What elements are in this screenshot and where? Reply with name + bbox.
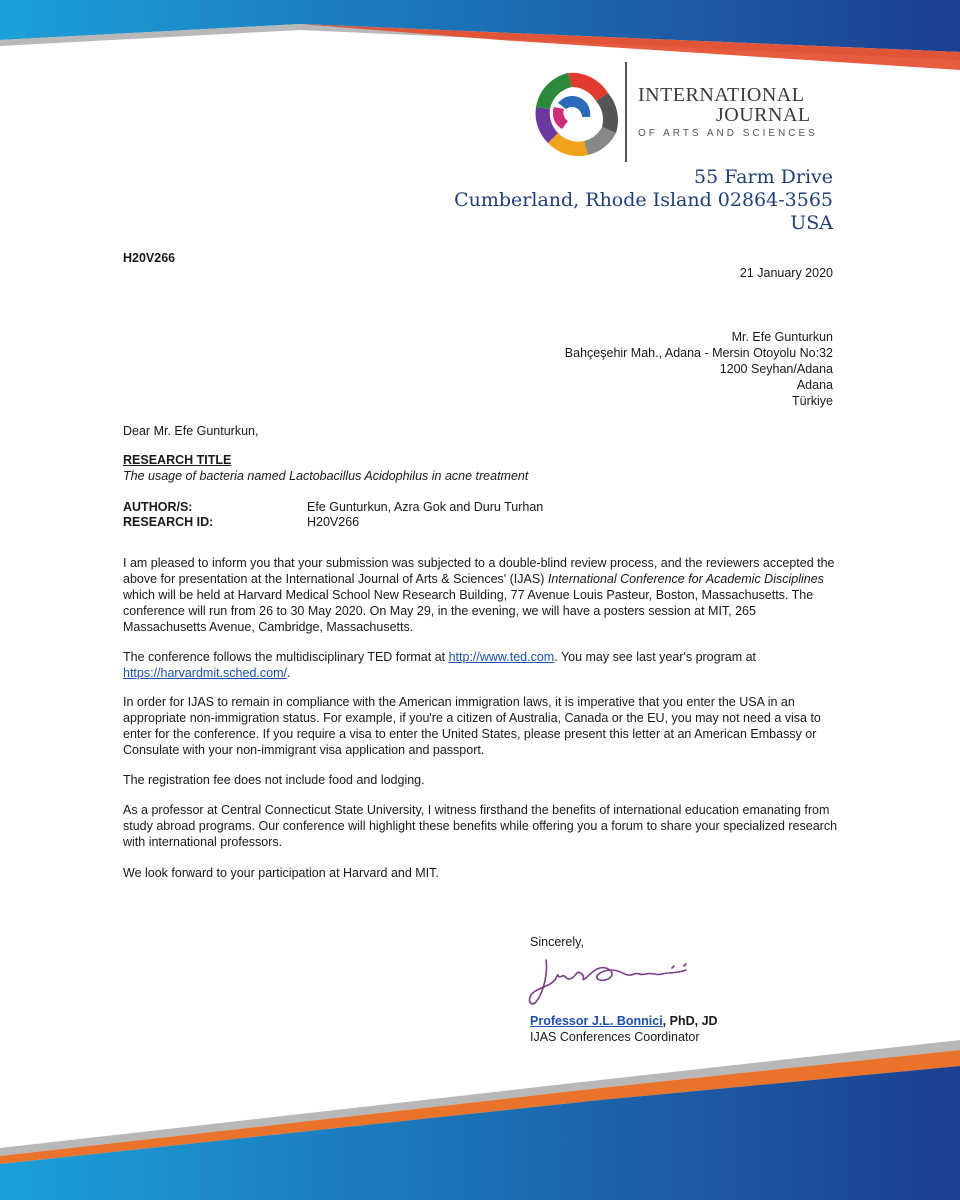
signer-name-line [530,1014,718,1028]
paragraph-acceptance-part2: which will be held at Harvard Medical School New Research Building, 77 Avenue Louis Pasteur, Boston, Massachusetts. The conference will run from 26 to 30 May 2020. On May 29, in the evening, we will have a posters session at MIT, 265 Massachusetts Avenue, Cambridge, Massachusetts. [123,588,814,634]
journal-name-line3: OF ARTS AND SCIENCES [638,128,818,139]
paragraph-acceptance-part1: I am pleased to inform you that your submission was subjected to a double-blind review process, and the reviewers accepted the above for presentation at the International Journal of Arts & Sciences' (IJAS) [123,556,835,586]
research-title-heading: RESEARCH TITLE [123,453,232,467]
paragraph-format [123,649,839,681]
conference-name: International Conference for Academic Disciplines [547,572,824,586]
paragraph-closing: We look forward to your participation at Harvard and MIT. [123,866,439,880]
recipient-address [565,329,833,409]
recipient-line1: Bahçeşehir Mah., Adana - Mersin Otoyolu No:32 [564,346,833,360]
journal-address [454,166,833,235]
research-title: The usage of bacteria named Lactobacillus Acidophilus in acne treatment [123,469,529,483]
journal-name-line1: INTERNATIONAL [638,84,805,106]
paragraph-professor: As a professor at Central Connecticut State University, I witness firsthand the benefits of international education emanating from study abroad programs. Our conference will highlight these benefits while offering you a forum to share your specialized research with international professors. [123,803,838,849]
signer-title: IJAS Conferences Coordinator [530,1030,700,1044]
paragraph-format-part1: The conference follows the multidisciplinary TED format at [123,650,449,664]
bottom-decorative-band [0,1030,960,1200]
program-link[interactable]: https://harvardmit.sched.com/ [123,666,287,680]
address-line1: 55 Farm Drive [694,166,833,188]
reference-code: H20V266 [123,251,176,265]
ted-link[interactable]: http://www.ted.com [448,650,555,664]
recipient-line3: Adana [796,378,833,392]
paragraph-acceptance [123,555,839,635]
signature-image [526,952,706,1010]
authors-value: Efe Gunturkun, Azra Gok and Duru Turhan [307,500,544,514]
paragraph-immigration: In order for IJAS to remain in compliance with the American immigration laws, it is imperative that you enter the USA in an appropriate non-immigration status. For example, if you're a citizen of Australia, Canada or the EU, you may not need a visa to enter for the conference. If you require a visa to enter the United States, please present this letter at an American Embassy or Consulate with your non-immigrant visa application and passport. [123,695,821,757]
letter-date: 21 January 2020 [739,266,833,280]
recipient-line2: 1200 Seyhan/Adana [719,362,833,376]
paragraph-fees: The registration fee does not include food and lodging. [123,773,425,787]
research-id-value: H20V266 [307,515,360,529]
signer-credentials: , PhD, JD [662,1014,718,1028]
recipient-line4: Türkiye [792,394,833,408]
paragraph-format-part2: . You may see last year's program at [554,650,757,664]
journal-name-line2: JOURNAL [716,104,811,126]
recipient-name: Mr. Efe Gunturkun [731,330,833,344]
authors-label: AUTHOR/S: [123,500,193,514]
research-id-label: RESEARCH ID: [123,515,214,529]
logo-divider [625,62,627,162]
closing-salutation: Sincerely, [530,935,584,949]
salutation: Dear Mr. Efe Gunturkun, [123,424,259,438]
address-line2: Cumberland, Rhode Island 02864-3565 [454,189,833,211]
address-line3: USA [790,212,833,234]
signer-name[interactable]: Professor J.L. Bonnici [530,1014,663,1028]
paragraph-format-part3: . [286,666,291,680]
